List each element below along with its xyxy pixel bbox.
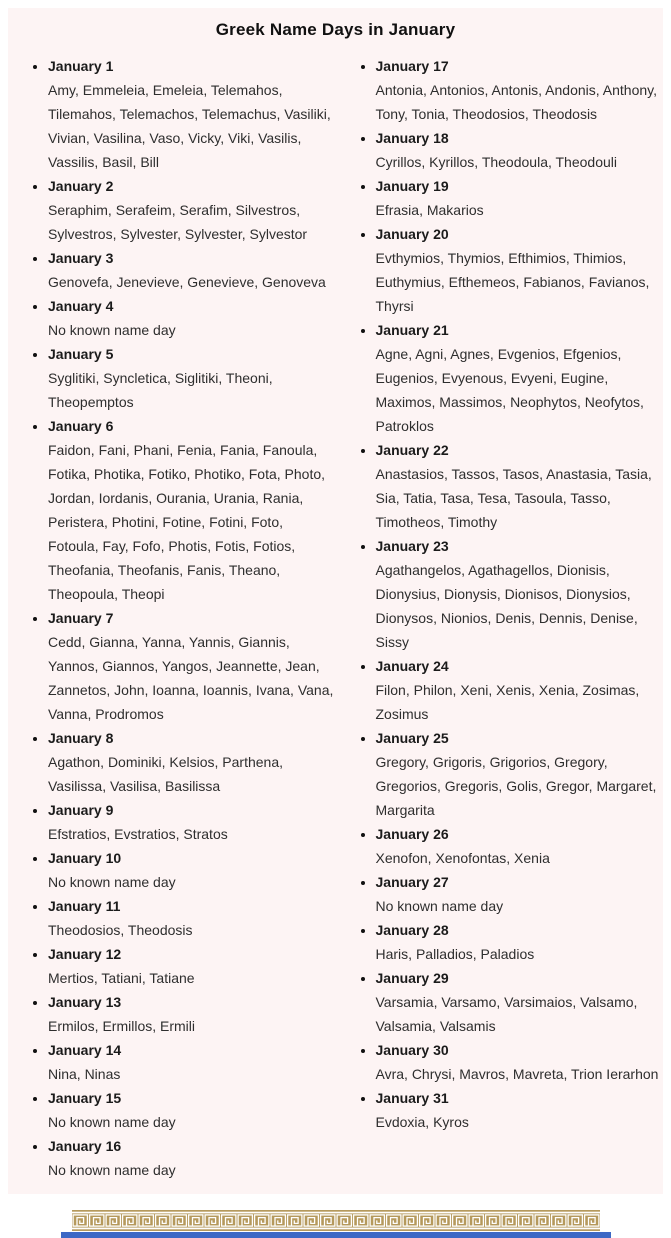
list-item	[48, 54, 334, 174]
blue-border-strip	[61, 1232, 611, 1238]
day-date: • January 19	[375, 178, 449, 194]
day-date: • January 23	[375, 538, 449, 554]
list-item	[48, 414, 334, 606]
day-date: • January 29	[375, 970, 449, 986]
day-names: Amy, Emmeleia, Emeleia, Telemahos, Tilemahos, Telemachos, Telemachus, Vasiliki, Vivian, Vasilina, Vaso, Vicky, Viki, Vasilis, Vassilis, Basil, Bill	[48, 82, 331, 170]
day-date: • January 18	[375, 130, 449, 146]
day-list-right	[336, 54, 664, 1182]
greek-key-border	[72, 1210, 600, 1231]
day-names: Avra, Chrysi, Mavros, Mavreta, Trion Ierarhon	[375, 1066, 659, 1082]
day-names: Ermilos, Ermillos, Ermili	[48, 1018, 195, 1034]
day-date: • January 13	[48, 994, 122, 1010]
day-date: • January 7	[48, 610, 114, 626]
day-date: • January 2	[48, 178, 114, 194]
two-column-list	[8, 54, 663, 1182]
list-item	[376, 534, 662, 654]
list-item	[48, 798, 334, 846]
day-names: Haris, Palladios, Paladios	[375, 946, 535, 962]
day-date: • January 6	[48, 418, 114, 434]
list-item	[376, 54, 662, 126]
day-names: Filon, Philon, Xeni, Xenis, Xenia, Zosimas, Zosimus	[375, 682, 640, 722]
day-date: • January 5	[48, 346, 114, 362]
list-item	[376, 318, 662, 438]
day-names: Genovefa, Jenevieve, Genevieve, Genoveva	[48, 274, 326, 290]
list-item	[48, 942, 334, 990]
day-names: Agathon, Dominiki, Kelsios, Parthena, Vasilissa, Vasilisa, Basilissa	[48, 754, 284, 794]
day-names: Antonia, Antonios, Antonis, Andonis, Anthony, Tony, Tonia, Theodosios, Theodosis	[375, 82, 658, 122]
day-date: • January 3	[48, 250, 114, 266]
day-names: No known name day	[48, 1114, 176, 1130]
list-item	[48, 1134, 334, 1182]
day-date: • January 8	[48, 730, 114, 746]
list-item	[376, 822, 662, 870]
list-item	[376, 918, 662, 966]
day-date: • January 21	[375, 322, 449, 338]
list-item	[376, 726, 662, 822]
day-names: No known name day	[48, 1162, 176, 1178]
day-date: • January 20	[375, 226, 449, 242]
list-item	[48, 1038, 334, 1086]
day-date: • January 16	[48, 1138, 122, 1154]
day-names: Theodosios, Theodosis	[48, 922, 193, 938]
day-date: • January 22	[375, 442, 449, 458]
day-names: Cedd, Gianna, Yanna, Yannis, Giannis, Yannos, Giannos, Yangos, Jeannette, Jean, Zannetos, John, Ioanna, Ioannis, Ivana, Vana, Vanna, Prodromos	[48, 634, 334, 722]
day-names: No known name day	[48, 322, 176, 338]
list-item	[376, 1038, 662, 1086]
day-date: • January 31	[375, 1090, 449, 1106]
list-item	[48, 894, 334, 942]
day-names: Anastasios, Tassos, Tasos, Anastasia, Tasia, Sia, Tatia, Tasa, Tesa, Tasoula, Tasso, Timotheos, Timothy	[375, 466, 652, 530]
day-date: • January 14	[48, 1042, 122, 1058]
list-item	[376, 174, 662, 222]
day-date: • January 25	[375, 730, 449, 746]
day-names: Mertios, Tatiani, Tatiane	[48, 970, 195, 986]
day-names: Evdoxia, Kyros	[375, 1114, 469, 1130]
day-names: Evthymios, Thymios, Efthimios, Thimios, Euthymius, Efthemeos, Fabianos, Favianos, Thyrsi	[375, 250, 650, 314]
list-item	[48, 174, 334, 246]
name-days-page	[8, 8, 663, 1194]
list-item	[48, 846, 334, 894]
list-item	[376, 1086, 662, 1134]
day-names: Cyrillos, Kyrillos, Theodoula, Theodouli	[375, 154, 617, 170]
day-date: • January 27	[375, 874, 449, 890]
day-date: • January 15	[48, 1090, 122, 1106]
page-title: Greek Name Days in January	[215, 20, 456, 39]
list-item	[376, 126, 662, 174]
day-date: • January 28	[375, 922, 449, 938]
day-date: • January 1	[48, 58, 114, 74]
list-item	[48, 726, 334, 798]
day-date: • January 26	[375, 826, 449, 842]
day-date: • January 4	[48, 298, 114, 314]
day-names: Agne, Agni, Agnes, Evgenios, Efgenios, Eugenios, Evyenous, Evyeni, Eugine, Maximos, Massimos, Neophytos, Neofytos, Patroklos	[375, 346, 644, 434]
day-list-left	[8, 54, 336, 1182]
day-names: Gregory, Grigoris, Grigorios, Gregory, Gregorios, Gregoris, Golis, Gregor, Margaret, Margarita	[375, 754, 657, 818]
day-names: Efstratios, Evstratios, Stratos	[48, 826, 228, 842]
list-item	[48, 606, 334, 726]
day-date: • January 12	[48, 946, 122, 962]
list-item	[376, 870, 662, 918]
list-item	[376, 966, 662, 1038]
day-names: Seraphim, Serafeim, Serafim, Silvestros, Sylvestros, Sylvester, Sylvester, Sylvestor	[48, 202, 308, 242]
list-item	[48, 246, 334, 294]
footer-decoration	[8, 1210, 663, 1238]
day-date: • January 9	[48, 802, 114, 818]
day-names: No known name day	[48, 874, 176, 890]
day-names: Agathangelos, Agathagellos, Dionisis, Dionysius, Dionysis, Dionisos, Dionysios, Dionysos, Nionios, Denis, Dennis, Denise, Sissy	[375, 562, 638, 650]
day-names: Xenofon, Xenofontas, Xenia	[375, 850, 550, 866]
day-names: Efrasia, Makarios	[375, 202, 484, 218]
list-item	[48, 294, 334, 342]
day-names: Varsamia, Varsamo, Varsimaios, Valsamo, Valsamia, Valsamis	[375, 994, 638, 1034]
day-names: Syglitiki, Syncletica, Siglitiki, Theoni, Theopemptos	[48, 370, 273, 410]
day-names: Nina, Ninas	[48, 1066, 121, 1082]
list-item	[376, 222, 662, 318]
day-date: • January 30	[375, 1042, 449, 1058]
day-date: • January 24	[375, 658, 449, 674]
day-names: Faidon, Fani, Phani, Fenia, Fania, Fanoula, Fotika, Photika, Fotiko, Photiko, Fota, Photo, Jordan, Iordanis, Ourania, Urania, Rania, Peristera, Photini, Fotine, Fotini, Foto, Fotoula, Fay, Fofo, Photis, Fotis, Fotios, Theofania, Theofanis, Fanis, Theano, Theopoula, Theopi	[48, 442, 326, 602]
day-date: • January 10	[48, 850, 122, 866]
day-names: No known name day	[375, 898, 504, 914]
list-item	[48, 990, 334, 1038]
list-item	[376, 438, 662, 534]
day-date: • January 17	[375, 58, 449, 74]
list-item	[48, 342, 334, 414]
list-item	[48, 1086, 334, 1134]
day-date: • January 11	[48, 898, 121, 914]
list-item	[376, 654, 662, 726]
